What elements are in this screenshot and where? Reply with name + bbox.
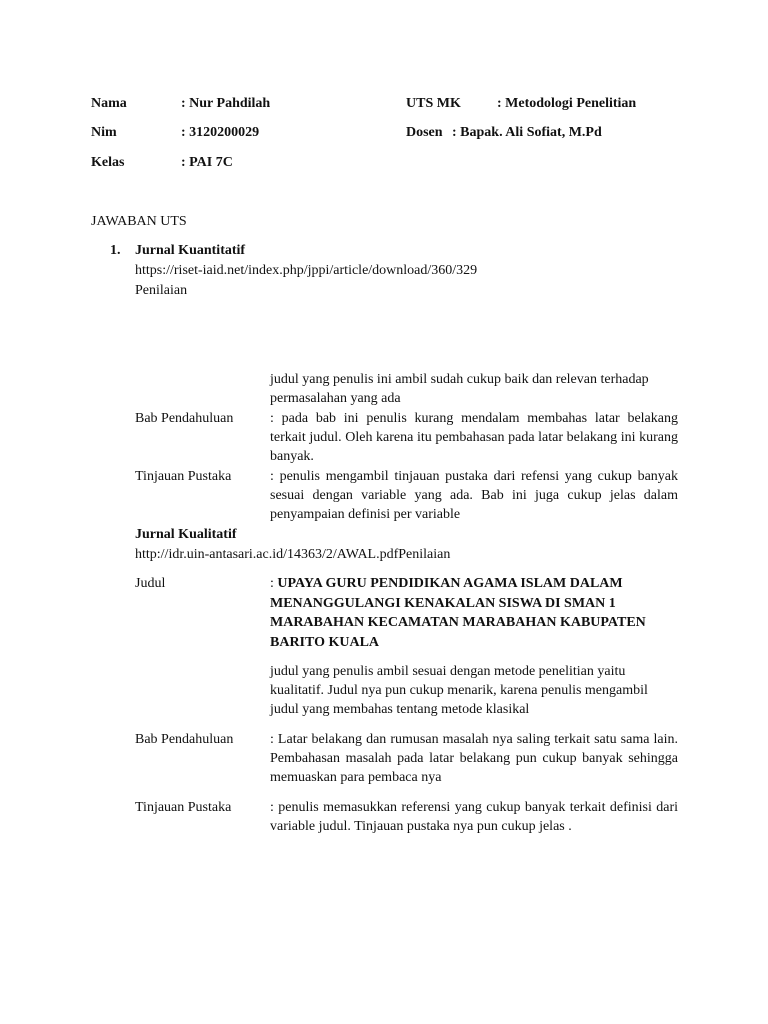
nama-value: : Nur Pahdilah	[181, 96, 271, 111]
item2-title: Jurnal Kualitatif	[135, 527, 237, 542]
nim-value: : 3120200029	[181, 125, 260, 140]
dosen-value: : Bapak. Ali Sofiat, M.Pd	[452, 125, 602, 140]
item2-tinjauan-label: Tinjauan Pustaka	[135, 800, 232, 815]
item2-bab-label: Bab Pendahuluan	[135, 732, 234, 747]
item1-penilaian: Penilaian	[135, 283, 188, 298]
item1-bab-label: Bab Pendahuluan	[135, 411, 234, 426]
kelas-label: Kelas	[91, 155, 125, 170]
nama-label: Nama	[91, 96, 127, 111]
item2-judul-block	[270, 574, 690, 652]
item1-number: 1.	[110, 243, 121, 258]
dosen-label: Dosen	[406, 125, 443, 140]
item2-url: http://idr.uin-antasari.ac.id/14363/2/AWAL.pdfPenilaian	[135, 547, 451, 562]
item2-tinjauan-text: : penulis memasukkan referensi yang cukup banyak terkait definisi dari variable judul. Tinjauan pustaka nya pun cukup jelas .	[270, 800, 678, 834]
section-title: JAWABAN UTS	[91, 214, 187, 229]
uts-label: UTS MK	[406, 96, 461, 111]
nim-label: Nim	[91, 125, 117, 140]
item2-judul-label: Judul	[135, 576, 166, 591]
item2-judul-title: UPAYA GURU PENDIDIKAN AGAMA ISLAM DALAM MENANGGULANGI KENAKALAN SISWA DI SMAN 1 MARABAHAN KECAMATAN MARABAHAN KABUPATEN BARITO KUALA	[270, 576, 646, 650]
item1-title: Jurnal Kuantitatif	[135, 243, 246, 258]
item1-bab-text: : pada bab ini penulis kurang mendalam membahas latar belakang terkait judul. Oleh karena itu pembahasan pada latar belakang ini kurang banyak.	[270, 411, 678, 464]
item1-tinjauan-label: Tinjauan Pustaka	[135, 469, 232, 484]
kelas-value: : PAI 7C	[181, 155, 233, 170]
item2-judul-comment: judul yang penulis ambil sesuai dengan metode penelitian yaitu kualitatif. Judul nya pun cukup menarik, karena penulis mengambil judul yang membahas tentang metode klasikal	[270, 664, 648, 717]
item1-url: https://riset-iaid.net/index.php/jppi/article/download/360/329	[135, 263, 478, 278]
item1-judul-comment: judul yang penulis ini ambil sudah cukup baik dan relevan terhadap permasalahan yang ada	[270, 372, 649, 406]
uts-value: : Metodologi Penelitian	[497, 96, 637, 111]
item1-tinjauan-text: : penulis mengambil tinjauan pustaka dari refensi yang cukup banyak sesuai dengan variable yang ada. Bab ini juga cukup jelas dalam penyampaian definisi per variable	[270, 469, 678, 522]
item2-judul-colon: :	[270, 576, 278, 591]
item2-bab-text: : Latar belakang dan rumusan masalah nya saling terkait satu sama lain. Pembahasan masalah pada latar belakang pun cukup banyak sehingga memuaskan para pembaca nya	[270, 732, 678, 785]
